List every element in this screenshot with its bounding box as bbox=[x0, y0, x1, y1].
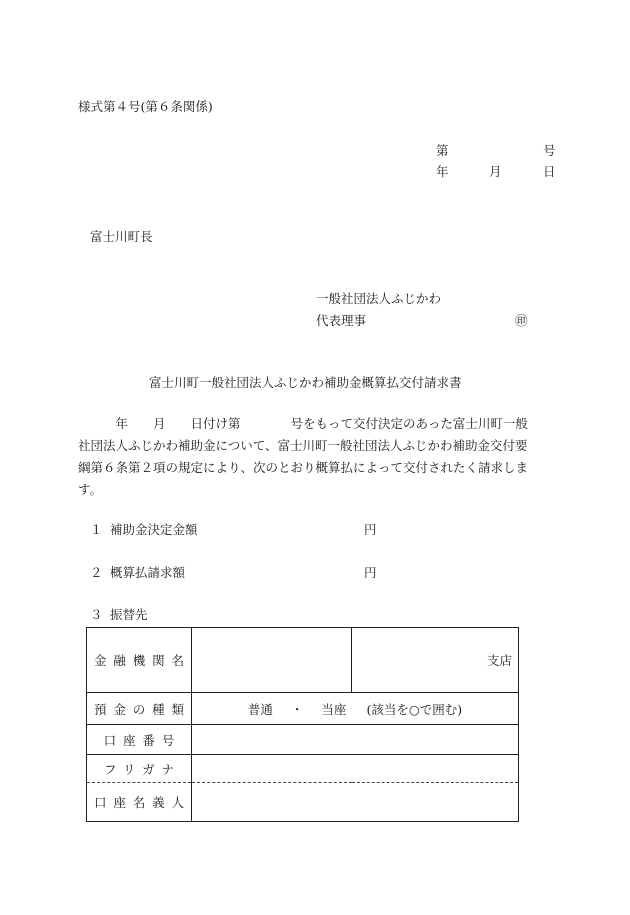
date-year: 年 bbox=[436, 164, 449, 179]
account-number-label: 口座番号 bbox=[87, 725, 192, 755]
deposit-note: (該当を○で囲む) bbox=[366, 701, 463, 717]
item-2-unit: 円 bbox=[364, 565, 377, 580]
table-row bbox=[87, 725, 519, 755]
seal-mark: ㊞ bbox=[515, 313, 528, 328]
bank-transfer-table bbox=[86, 627, 519, 822]
item-1-label: 補助金決定金額 bbox=[110, 522, 198, 537]
item-2-label: 概算払請求額 bbox=[110, 565, 186, 580]
form-number: 様式第４号(第６条関係) bbox=[78, 99, 213, 114]
account-holder-label: 口座名義人 bbox=[87, 783, 192, 822]
deposit-separator: ・ bbox=[290, 701, 304, 717]
furigana-label: フリガナ bbox=[87, 755, 192, 783]
item-2-number: ２ bbox=[90, 565, 103, 580]
deposit-ordinary-option[interactable]: 普通 bbox=[247, 701, 273, 717]
addressee: 富士川町長 bbox=[90, 229, 153, 244]
item-3-label: 振替先 bbox=[110, 607, 148, 622]
table-row bbox=[87, 755, 519, 783]
deposit-type-field[interactable] bbox=[192, 693, 519, 725]
body-line: す。 bbox=[78, 482, 103, 497]
branch-field[interactable] bbox=[352, 628, 519, 693]
date-month: 月 bbox=[489, 164, 502, 179]
item-1-unit: 円 bbox=[364, 522, 377, 537]
deposit-type-label: 預金の種類 bbox=[87, 693, 192, 725]
item-1-number: １ bbox=[90, 522, 103, 537]
account-number-field[interactable] bbox=[192, 725, 519, 755]
body-line: 社団法人ふじかわ補助金について、富士川町一般社団法人ふじかわ補助金交付要 bbox=[78, 438, 528, 453]
body-line: 綱第６条第２項の規定により、次のとおり概算払によって交付されたく請求しま bbox=[78, 460, 529, 475]
deposit-current-option[interactable]: 当座 bbox=[321, 701, 347, 717]
institution-label: 金融機関名 bbox=[87, 628, 192, 693]
doc-number-prefix: 第 bbox=[436, 143, 449, 158]
request-body bbox=[78, 413, 560, 501]
document-title: 富士川町一般社団法人ふじかわ補助金概算払交付請求書 bbox=[149, 375, 462, 390]
branch-suffix: 支店 bbox=[486, 653, 512, 668]
institution-name-field[interactable] bbox=[192, 628, 352, 693]
doc-number-suffix: 号 bbox=[543, 143, 556, 158]
table-row bbox=[87, 628, 519, 693]
item-3-number: ３ bbox=[90, 607, 103, 622]
body-line: 年 月 日付け第 号をもって交付決定のあった富士川町一般 bbox=[78, 416, 528, 431]
applicant-org-name: 一般社団法人ふじかわ bbox=[316, 291, 442, 306]
table-row bbox=[87, 783, 519, 822]
account-holder-field[interactable] bbox=[192, 783, 519, 822]
date-day: 日 bbox=[543, 164, 556, 179]
furigana-field[interactable] bbox=[192, 755, 519, 783]
table-row bbox=[87, 693, 519, 725]
applicant-rep-title: 代表理事 bbox=[316, 313, 367, 328]
